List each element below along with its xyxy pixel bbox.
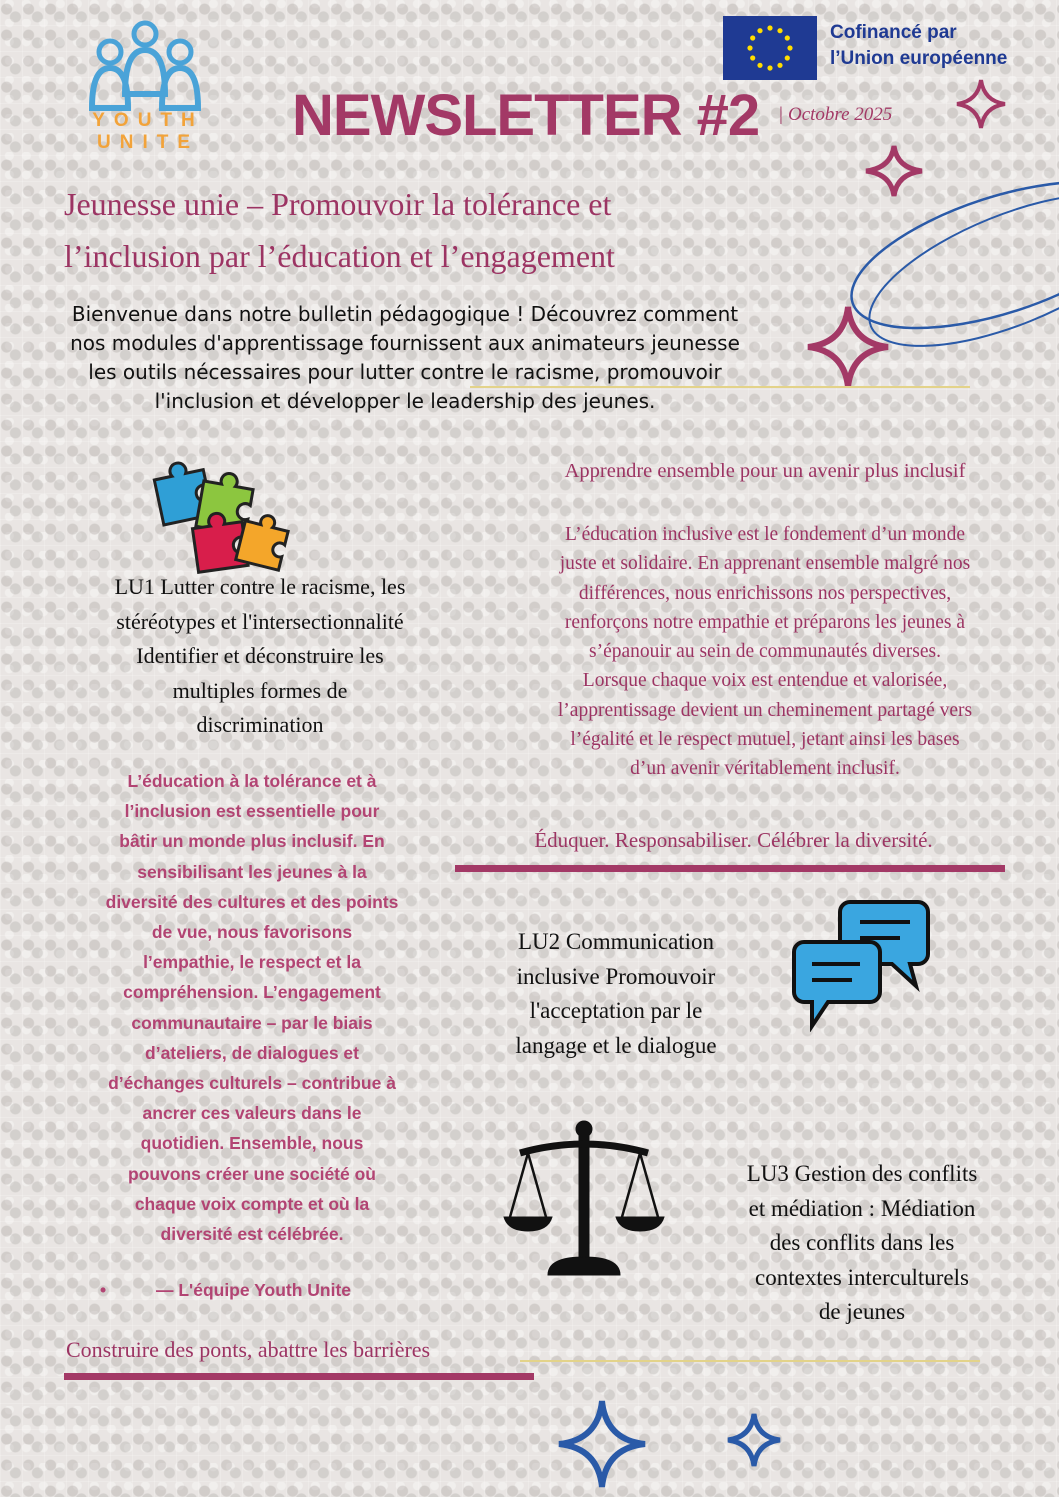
slogan: Éduquer. Responsabiliser. Célébrer la diversité. bbox=[534, 828, 933, 852]
puzzle-icon bbox=[150, 455, 295, 575]
intro-line: les outils nécessaires pour lutter contre le racisme, promouvoir bbox=[88, 360, 722, 384]
left-body-line: sensibilisant les jeunes à la bbox=[137, 861, 367, 882]
lu2-line: langage et le dialogue bbox=[515, 1032, 717, 1058]
left-body-line: diversité des cultures et des points bbox=[105, 891, 399, 912]
lu1-line: LU1 Lutter contre le racisme, les bbox=[114, 574, 406, 599]
logo-text: YOUTH UNITE bbox=[92, 110, 204, 153]
lu3-line: contextes interculturels bbox=[755, 1264, 969, 1290]
right-body-line: renforçons notre empathie et préparons les jeunes à bbox=[564, 611, 966, 633]
eu-label-line1: Cofinancé par bbox=[830, 22, 957, 43]
lu2-line: inclusive Promouvoir bbox=[516, 963, 716, 989]
left-body-line: L’éducation à la tolérance et à bbox=[127, 771, 377, 791]
left-body-line: diversité est célébrée. bbox=[160, 1224, 344, 1245]
signature bbox=[100, 1280, 400, 1301]
right-body-line: Lorsque chaque voix est entendue et valorisée, bbox=[582, 670, 948, 692]
signature-bullet: • bbox=[100, 1280, 107, 1300]
sparkle-star-icon bbox=[805, 304, 891, 390]
bridges-heading: Construire des ponts, abattre les barrières bbox=[66, 1337, 431, 1362]
intro-line: nos modules d'apprentissage fournissent aux animateurs jeunesse bbox=[70, 331, 740, 355]
right-body-line: s’épanouir au sein de communautés diverses. bbox=[589, 641, 941, 663]
right-body-line: juste et solidaire. En apprenant ensemble malgré nos bbox=[559, 553, 971, 575]
left-body-line: d’échanges culturels – contribue à bbox=[108, 1073, 396, 1094]
scales-of-justice-icon bbox=[500, 1115, 668, 1283]
subtitle-line: l’inclusion par l’éducation et l’engagement bbox=[64, 238, 615, 274]
left-body-line: de vue, nous favorisons bbox=[151, 922, 353, 943]
lu3-line: des conflits dans les bbox=[769, 1230, 955, 1255]
right-body-text bbox=[500, 520, 1030, 784]
right-body-line: d’un avenir véritablement inclusif. bbox=[630, 758, 900, 780]
lu3-line: et médiation : Médiation bbox=[748, 1195, 976, 1221]
left-body-line: l’inclusion est essentielle pour bbox=[124, 801, 380, 822]
right-body-line: l’apprentissage devient un cheminement partagé vers bbox=[557, 699, 973, 721]
intro-line: l'inclusion et développer le leadership des jeunes. bbox=[154, 389, 656, 413]
eu-flag-icon bbox=[723, 16, 817, 80]
logo bbox=[50, 10, 245, 160]
bridges-divider bbox=[520, 1360, 980, 1362]
lu2-title bbox=[470, 925, 762, 1063]
eu-cofunded-label bbox=[830, 20, 1007, 72]
left-body-line: chaque voix compte et où la bbox=[134, 1193, 370, 1214]
left-body-line: compréhension. L’engagement bbox=[123, 982, 381, 1003]
left-body-text bbox=[72, 766, 432, 1249]
left-body-line: communautaire – par le biais bbox=[131, 1012, 373, 1033]
lu1-line: Identifier et déconstruire les bbox=[136, 643, 384, 668]
slogan-underline bbox=[455, 865, 1005, 872]
newsletter-title: NEWSLETTER #2 bbox=[292, 83, 760, 148]
newsletter-date: | Octobre 2025 bbox=[778, 104, 893, 125]
left-body-line: bâtir un monde plus inclusif. En bbox=[119, 831, 385, 852]
lu3-title bbox=[712, 1157, 1012, 1330]
sparkle-star-icon bbox=[556, 1398, 648, 1490]
lu2-line: LU2 Communication bbox=[517, 929, 715, 954]
lu1-line: discrimination bbox=[196, 712, 324, 737]
page-subtitle bbox=[64, 178, 754, 282]
left-body-line: d’ateliers, de dialogues et bbox=[145, 1042, 359, 1063]
right-body-line: l’égalité et le respect mutuel, jetant ainsi les bases bbox=[570, 729, 960, 751]
left-body-line: quotidien. Ensemble, nous bbox=[140, 1133, 364, 1154]
right-body-line: différences, nous enrichissons nos perspectives, bbox=[578, 582, 952, 604]
lu2-line: l'acceptation par le bbox=[529, 998, 703, 1023]
sparkle-star-icon bbox=[726, 1412, 782, 1468]
lu1-line: stéréotypes et l'intersectionnalité bbox=[116, 608, 404, 634]
left-body-line: ancrer ces valeurs dans le bbox=[142, 1103, 362, 1124]
eu-flag bbox=[723, 16, 817, 80]
intro-line: Bienvenue dans notre bulletin pédagogique ! Découvrez comment bbox=[71, 302, 739, 326]
intro-paragraph bbox=[60, 300, 750, 416]
signature-text: — L'équipe Youth Unite bbox=[156, 1280, 352, 1300]
chat-bubbles-icon bbox=[790, 896, 932, 1032]
lu3-line: LU3 Gestion des conflits bbox=[746, 1161, 978, 1186]
bridges-underline bbox=[64, 1373, 534, 1380]
subtitle-line: Jeunesse unie – Promouvoir la tolérance et bbox=[64, 186, 612, 222]
left-body-line: pouvons créer une société où bbox=[128, 1163, 376, 1184]
right-body-line: L’éducation inclusive est le fondement d’un monde bbox=[564, 524, 965, 545]
sparkle-star-icon bbox=[955, 78, 1007, 130]
lu3-line: de jeunes bbox=[818, 1299, 906, 1324]
intro-divider bbox=[470, 386, 970, 388]
eu-label-line2: l’Union européenne bbox=[830, 48, 1008, 69]
left-body-line: l’empathie, le respect et la bbox=[143, 952, 361, 973]
right-section-heading: Apprendre ensemble pour un avenir plus inclusif bbox=[564, 460, 966, 482]
lu1-line: multiples formes de bbox=[172, 677, 348, 703]
lu1-title bbox=[60, 570, 460, 743]
